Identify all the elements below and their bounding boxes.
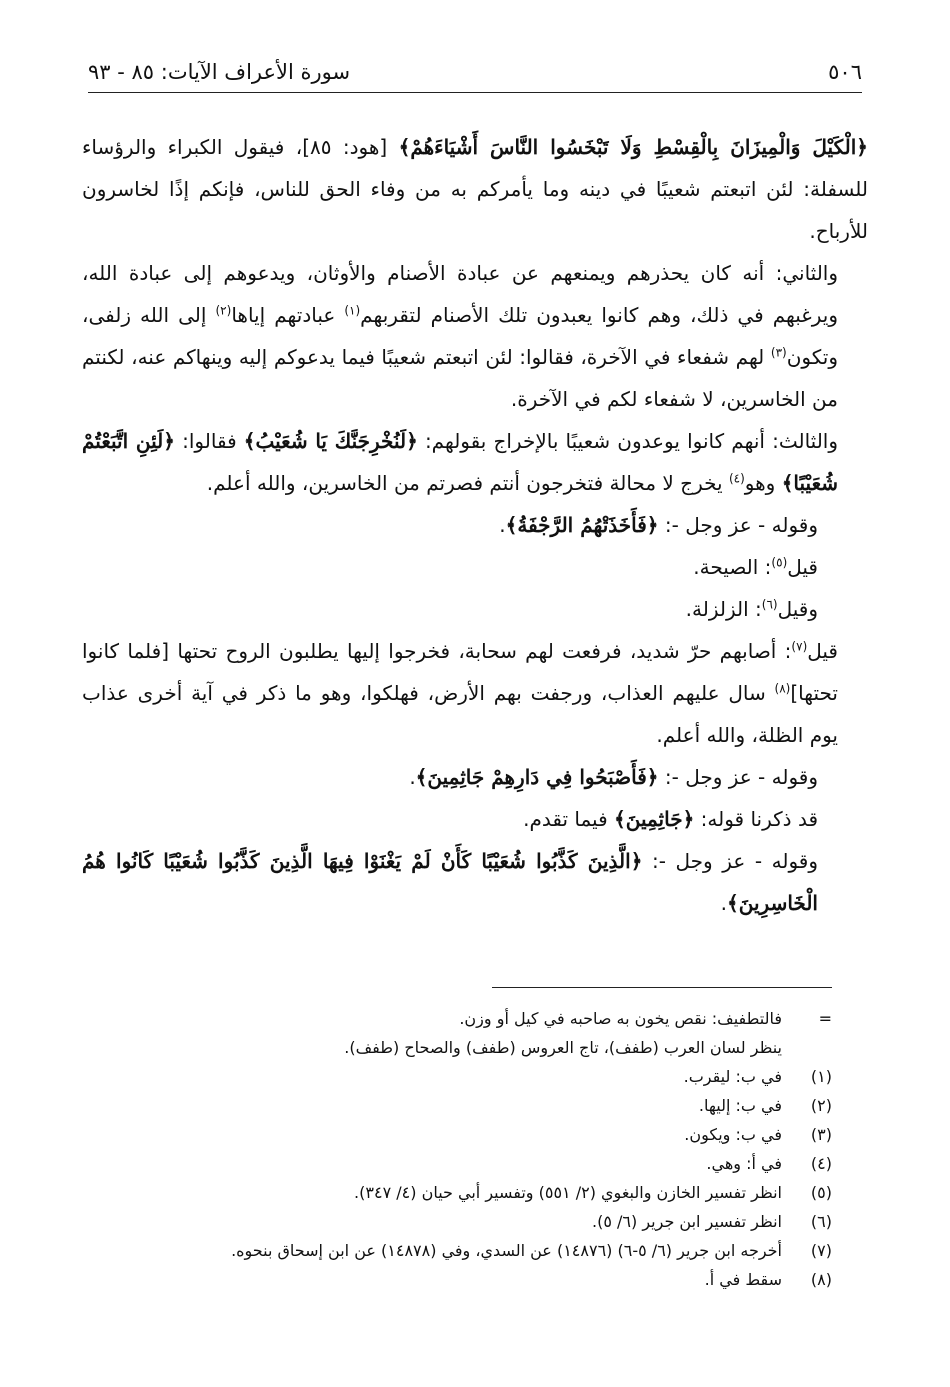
text-run: فيما تقدم.	[523, 807, 614, 831]
paragraph-7	[82, 630, 868, 756]
footnote-ref[interactable]: (٣)	[770, 345, 787, 360]
text-run: وقوله - عز وجل -:	[642, 849, 818, 873]
running-title: سورة الأعراف الآيات: ٨٥ - ٩٣	[88, 60, 351, 84]
text-run: وقوله - عز وجل -:	[658, 765, 818, 789]
footnote-number: (٤)	[810, 1154, 832, 1173]
text-run: إلى الله زلفى، وتكون	[82, 303, 838, 369]
footnote-number: (٧)	[810, 1241, 832, 1260]
footnote-ref[interactable]: (٦)	[761, 597, 778, 612]
footnote-text: في ب: إليها.	[698, 1096, 782, 1115]
footnote-ref[interactable]: (٧)	[791, 639, 808, 654]
footnote-item	[100, 1120, 832, 1149]
paragraph-9	[82, 798, 868, 840]
quran-verse: ﴿لَئِنِ اتَّبَعْتُمْ شُعَيْبًا﴾	[82, 429, 838, 495]
quran-verse: ﴿فَأَخَذَتْهُمُ الرَّجْفَةُ﴾	[505, 513, 659, 537]
text-run: : الصيحة.	[693, 555, 772, 579]
continuation-mark: =	[818, 1009, 832, 1028]
text-run: : الزلزلة.	[685, 597, 762, 621]
footnote-number: (٥)	[810, 1183, 832, 1202]
text-run: قيل	[807, 639, 838, 663]
footnote-item	[100, 1091, 832, 1120]
footnote-item	[100, 1207, 832, 1236]
footnote-item	[100, 1062, 832, 1091]
footnote-item	[100, 1178, 832, 1207]
quran-verse: ﴿لَنُخْرِجَنَّكَ يَا شُعَيْبُ﴾	[243, 429, 418, 453]
text-run: والثاني: أنه كان يحذرهم ويمنعهم عن عبادة الأصنام والأوثان، ويدعوهم إلى عبادة الله، ويرغبهم في ذلك، وهم كانوا يعبدون تلك الأصنام لتقربهم	[82, 261, 838, 327]
text-run: .	[499, 513, 506, 537]
text-run: سال عليهم العذاب، ورجفت بهم الأرض، فهلكوا، وهو ما ذكر في آية أخرى عذاب يوم الظلة، والله أعلم.	[82, 681, 838, 747]
footnote-text: سقط في أ.	[704, 1270, 782, 1289]
footnote-item	[100, 1149, 832, 1178]
footnote-text: في ب: ليقرب.	[683, 1067, 782, 1086]
footnote-item	[100, 1236, 832, 1265]
footnote-ref[interactable]: (٢)	[215, 303, 232, 318]
footnotes	[100, 1004, 832, 1294]
text-run: لهم شفعاء في الآخرة، فقالوا: لئن اتبعتم شعيبًا فيما يدعوكم إليه وينهاكم عنه، لكنتم من الخاسرين، لا شفعاء لكم في الآخرة.	[82, 345, 838, 411]
text-run: فقالوا:	[174, 429, 244, 453]
paragraph-1	[82, 126, 868, 252]
footnote-number: (٢)	[810, 1096, 832, 1115]
page-number: ٥٠٦	[828, 60, 862, 84]
footnote-text: في ب: ويكون.	[684, 1125, 782, 1144]
footnote-continuation-line: ينظر لسان العرب (طفف)، تاج العروس (طفف) والصحاح (طفف).	[344, 1038, 782, 1057]
footnote-continuation	[100, 1004, 832, 1033]
quran-verse: ﴿فَأَصْبَحُوا فِي دَارِهِمْ جَاثِمِينَ﴾	[415, 765, 659, 789]
text-run: [هود: ٨٥]، فيقول الكبراء والرؤساء للسفلة: لئن اتبعتم شعيبًا في دينه وما يأمركم به من وفاء الحق للناس، فإنكم إذًا لخاسرون للأرباح.	[82, 135, 868, 243]
text-run: يخرج لا محالة فتخرجون أنتم فصرتم من الخاسرين، والله أعلم.	[206, 471, 729, 495]
footnote-number: (٣)	[810, 1125, 832, 1144]
paragraph-8	[82, 756, 868, 798]
page-header	[88, 60, 862, 93]
footnote-text: فالتطفيف: نقص يخون به صاحبه في كيل أو وزن.	[459, 1009, 782, 1028]
footnote-ref[interactable]: (٨)	[774, 681, 791, 696]
footnote-number: (٦)	[810, 1212, 832, 1231]
text-run: وهو	[744, 471, 782, 495]
text-run: : أصابهم حرّ شديد، فرفعت لهم سحابة، فخرجوا إليها يطلبون الروح تحتها [فلما كانوا تحتها]	[82, 639, 838, 705]
footnote-ref[interactable]: (٥)	[771, 555, 788, 570]
footnote-number: (١)	[810, 1067, 832, 1086]
paragraph-6	[82, 588, 868, 630]
footnote-text: أخرجه ابن جرير (٦/ ٥-٦) (١٤٨٧٦) عن السدي، وفي (١٤٨٧٨) عن ابن إسحاق بنحوه.	[231, 1241, 782, 1260]
text-run: .	[409, 765, 416, 789]
footnote-text: انظر تفسير الخازن والبغوي (٢/ ٥٥١) وتفسير أبي حيان (٤/ ٣٤٧).	[354, 1183, 782, 1202]
text-run: والثالث: أنهم كانوا يوعدون شعيبًا بالإخراج بقولهم:	[417, 429, 839, 453]
text-run: وقيل	[777, 597, 818, 621]
text-run: .	[720, 891, 728, 915]
text-run: قيل	[787, 555, 818, 579]
footnote-separator	[492, 987, 832, 988]
paragraph-2	[82, 252, 868, 420]
footnote-text: في أ: وهي.	[706, 1154, 782, 1173]
text-run: قد ذكرنا قوله:	[694, 807, 818, 831]
footnote-ref[interactable]: (٤)	[728, 471, 745, 486]
quran-verse: ﴿جَاثِمِينَ﴾	[614, 807, 695, 831]
paragraph-4	[82, 504, 868, 546]
main-text	[82, 126, 868, 924]
quran-verse: ﴿الَّذِينَ كَذَّبُوا شُعَيْبًا كَأَنْ لَمْ يَغْنَوْا فِيهَا الَّذِينَ كَذَّبُوا شُعَيْبًا كَانُوا هُمُ الْخَاسِرِينَ﴾	[82, 849, 818, 915]
paragraph-10	[82, 840, 868, 924]
paragraph-3	[82, 420, 868, 504]
footnote-number: (٨)	[810, 1270, 832, 1289]
paragraph-5	[82, 546, 868, 588]
quran-verse: ﴿الْكَيْلَ وَالْمِيزَانَ بِالْقِسْطِ وَلَا تَبْخَسُوا النَّاسَ أَشْيَاءَهُمْ﴾	[398, 135, 869, 159]
footnote-item	[100, 1265, 832, 1294]
text-run: عبادتهم إياها	[231, 303, 345, 327]
text-run: وقوله - عز وجل -:	[658, 513, 818, 537]
footnote-text: انظر تفسير ابن جرير (٦/ ٥).	[592, 1212, 782, 1231]
footnote-ref[interactable]: (١)	[344, 303, 361, 318]
